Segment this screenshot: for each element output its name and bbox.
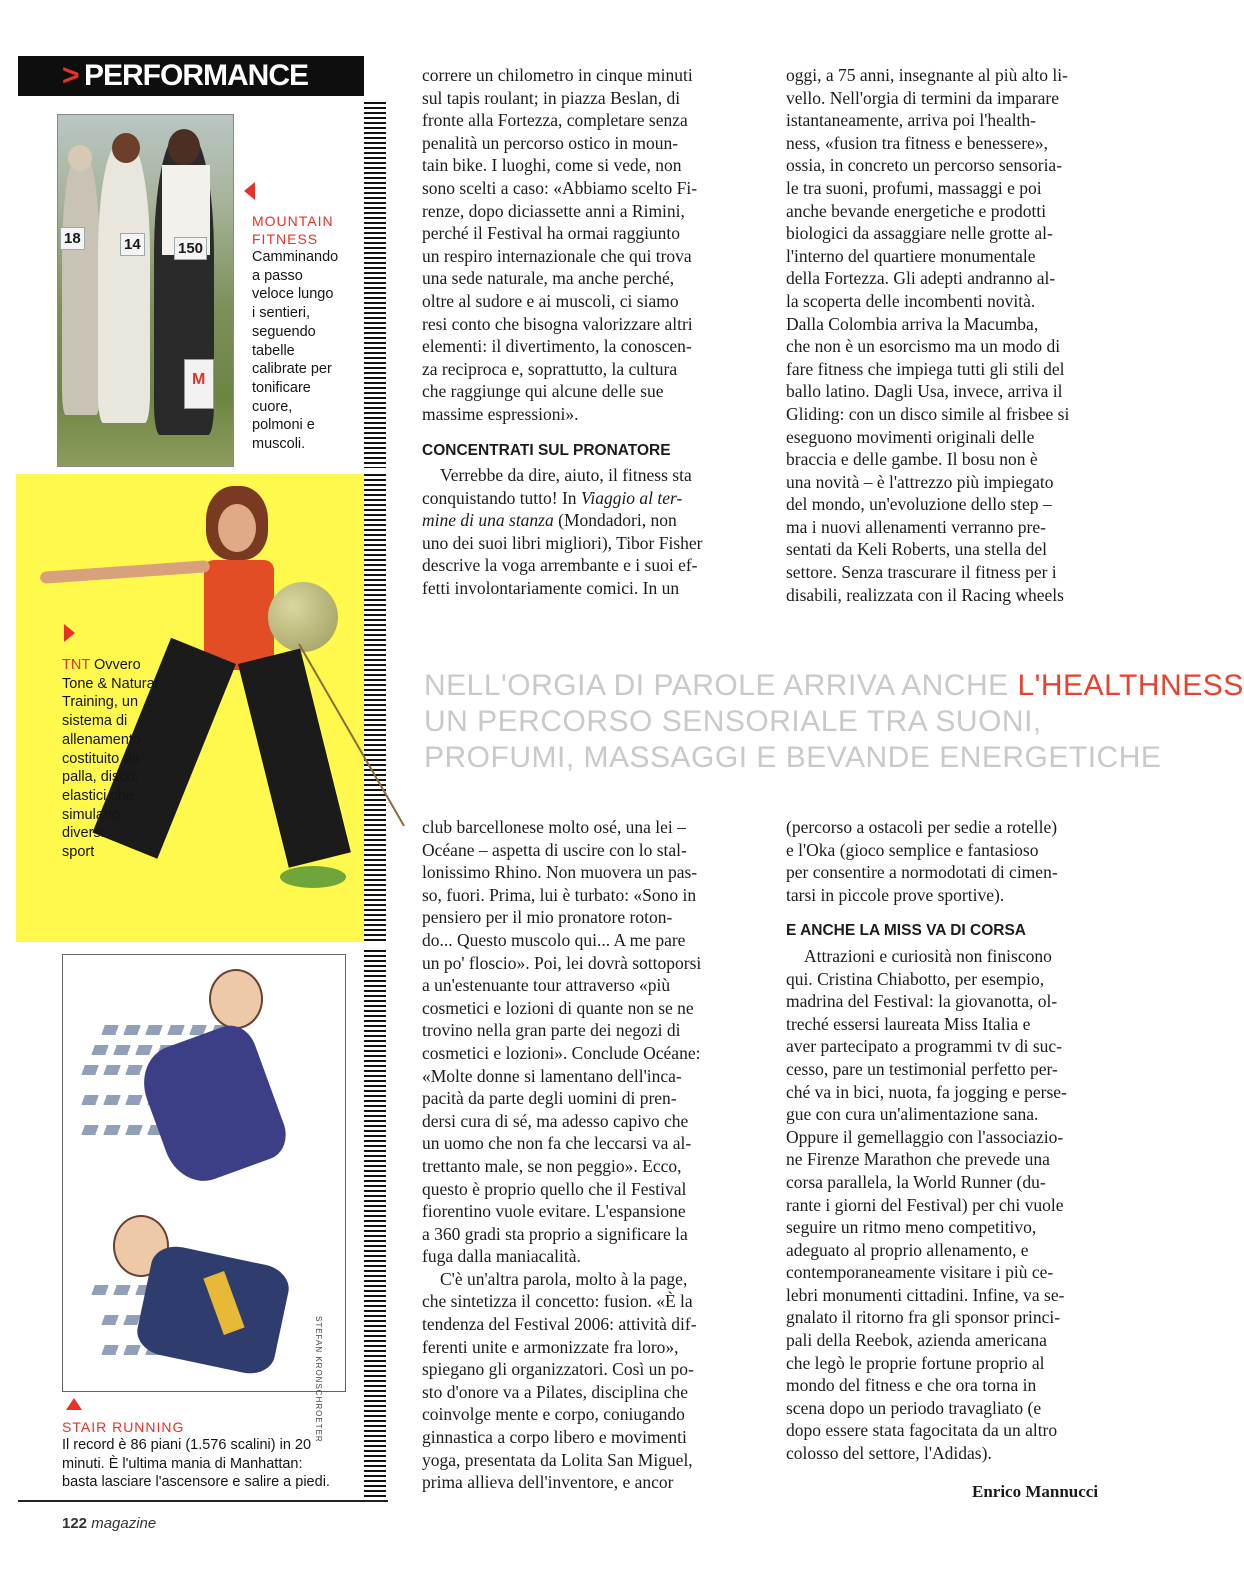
text-line: tarsi in piccole prove sportive). [786,884,1005,905]
text-line: za reciproca e, soprattutto, la cultura [422,358,678,379]
caption-line: i sentieri, [252,305,311,322]
text-line: lonissimo Rhino. Non muovera un pas- [422,862,698,883]
illustration-credit: STEFAN KRONSCHROETER [314,1316,323,1443]
text-line: che non è un esorcismo ma un modo di [786,336,1061,357]
text-line: un respiro internazionale che qui trova [422,245,692,266]
section-heading: E ANCHE LA MISS VA DI CORSA [786,922,1026,940]
pull-quote-accent: L'HEALTHNESS [1017,669,1244,702]
caption-title-line: MOUNTAIN [252,213,334,229]
text-line: dopo essere stata fagocitata da un altro [786,1420,1058,1441]
text-line: sono scelti a caso: «Abbiamo scelto Fi- [422,177,698,198]
caption-line: Training, un [62,694,139,711]
text-line: ness, «fusion tra fitness e benessere», [786,132,1048,153]
caption-line: sport [62,844,95,861]
caption-line: basta lasciare l'ascensore e salire a piedi. [62,1474,330,1491]
exercise-ball [268,582,338,652]
text-line: pali della Reebok, azienda americana [786,1330,1047,1351]
magazine-name: magazine [91,1515,157,1532]
trail-sign-mark: M [192,371,206,388]
text-line: un po' floscio». Poi, lei dovrà sottoporsi [422,952,702,973]
text-line: fuga dalla maniacalità. [422,1246,581,1267]
caption-line: polmoni e [252,417,315,434]
text-line: dersi cura di sé, ma adesso capivo che [422,1110,689,1131]
text-line: che sintetizza il concetto: fusion. «È la [422,1291,693,1312]
text-line: trettanto male, se non peggio». Ecco, [422,1155,682,1176]
text-line: una sede naturale, ma anche perché, [422,268,675,289]
caption-line: veloce lungo [252,286,334,303]
text-line: che raggiunge qui alcune delle sue [422,381,664,402]
text-line: adeguato al proprio allenamento, e [786,1239,1029,1260]
text-line: che legò le proprie fortune proprio al [786,1352,1045,1373]
text-line: vello. Nell'orgia di termini da imparare [786,87,1060,108]
photo-person [98,143,150,423]
text-line: oggi, a 75 anni, insegnante al più alto li- [786,65,1068,85]
caption-mountain-title [252,212,334,248]
caption-line: minuti. È l'ultima mania di Manhattan: [62,1455,303,1472]
caption-line: a passo [252,267,303,284]
text-line: sentati da Keli Roberts, una stella del [786,539,1047,560]
text-line: cosmetici e lozioni». Conclude Océane: [422,1042,701,1063]
stair-running-illustration [62,954,346,1392]
photo-head [168,129,200,165]
caption-line: allenamento [62,731,141,748]
pull-quote-line: NELL'ORGIA DI PAROLE ARRIVA ANCHE L'HEALTHNESS [424,669,1244,702]
text-line: Oppure il gemellaggio con l'associazio- [786,1126,1064,1147]
text-line: disabili, realizzata con il Racing wheels [786,584,1064,605]
section-heading: CONCENTRATI SUL PRONATORE [422,441,671,459]
text-line: fetti involontariamente comici. In un [422,578,680,599]
text-line: yoga, presentata da Lolita San Miguel, [422,1449,693,1470]
caption-line: cuore, [252,398,293,415]
caption-line: palla, disco, [62,769,139,786]
text-line: ma i nuovi allenamenti verranno pre- [786,516,1046,537]
text-line: club barcellonese molto osé, una lei – [422,817,686,837]
text-line: pacità da parte degli uomini di pren- [422,1088,677,1109]
caption-tnt [62,656,158,862]
text-line: Gliding: con un disco simile al frisbee si [786,403,1070,424]
text-line: mine di una stanza (Mondadori, non [422,510,677,531]
figure-arm [40,560,210,584]
race-bib: 18 [60,227,85,250]
text-line: questo è proprio quello che il Festival [422,1178,687,1199]
text-line: cesso, pare un testimonial perfetto per- [786,1058,1058,1079]
text-line: biologici da assaggiare nelle grotte al- [786,223,1053,244]
text-line: scena dopo un periodo travagliato (e [786,1397,1042,1418]
caption-line: Il record è 86 piani (1.576 scalini) in 20 [62,1437,312,1453]
caption-stair-body [62,1436,330,1492]
caption-mountain-body [252,248,338,454]
caption-arrow-up-icon [66,1398,82,1410]
text-line: Océane – aspetta di uscire con lo stal- [422,839,687,860]
page-footer [62,1515,156,1532]
text-line: so, fuori. Prima, lui è turbato: «Sono in [422,884,697,905]
sidebar-stripes-top [364,102,386,468]
runner-head [209,969,263,1029]
caption-line: Tone & Natural [62,675,158,692]
text-line: tain bike. I luoghi, come si vede, non [422,155,682,176]
photo-head [68,145,92,171]
text-line: Verrebbe da dire, aiuto, il fitness sta [440,465,692,486]
caption-stair-title: STAIR RUNNING [62,1419,185,1435]
text-line: ché va in bici, nuota, fa jogging e perse- [786,1081,1067,1102]
caption-line: diversi [62,825,104,842]
text-line: della Fortezza. Gli adepti andranno al- [786,268,1056,289]
figure-face [218,504,256,552]
text-line: correre un chilometro in cinque minuti [422,65,693,85]
text-line: rante i giorni del Festival) per chi vuole [786,1194,1064,1215]
section-header [18,56,364,96]
sidebar-stripes-bottom [364,950,386,1498]
caption-line: tonificare [252,379,311,396]
text-line: fronte alla Fortezza, completare senza [422,110,688,131]
text-line: sto d'onore va a Pilates, disciplina che [422,1381,689,1402]
text-line: braccia e delle gambe. Il bosu non è [786,449,1038,470]
runner-body [133,1242,293,1379]
pull-quote-line: PROFUMI, MASSAGGI E BEVANDE ENERGETICHE [424,741,1162,774]
figure-top [204,560,274,670]
sidebar-stripes-middle [364,474,386,942]
text-line: Attrazioni e curiosità non finiscono [804,945,1052,966]
article-column-1-top [422,64,754,600]
text-line: trovino nella gran parte dei negozi di [422,1020,681,1041]
text-line: oltre al sudore e ai muscoli, ci siamo [422,290,679,311]
text-line: Dalla Colombia arriva la Macumba, [786,313,1039,334]
text-line: renze, dopo diciassette anni a Rimini, [422,200,685,221]
text-line: anche bevande energetiche e prodotti [786,200,1047,221]
photo-person [62,155,100,415]
text-line: ballo latino. Dagli Usa, invece, arriva il [786,381,1063,402]
text-line: uno dei suoi libri migliori), Tibor Fisher [422,532,703,553]
article-column-1-bottom [422,816,754,1494]
caption-line: simulano [62,806,121,823]
text-line: massime espressioni». [422,403,579,424]
text-line: un uomo che non fa che leccarsi va al- [422,1133,692,1154]
photo-head [112,133,140,163]
text-line: penalità un percorso ostico in moun- [422,132,679,153]
text-line: do... Questo muscolo qui... A me pare [422,929,686,950]
text-line: perché il Festival ha ormai raggiunto [422,223,681,244]
text-line: conquistando tutto! In Viaggio al ter- [422,487,683,508]
race-bib: 14 [120,233,145,256]
text-line: sul tapis roulant; in piazza Beslan, di [422,87,681,108]
text-line: a un'estenuante tour attraverso «più [422,975,671,996]
caption-title-line: FITNESS [252,231,319,247]
author-signature: Enrico Mannucci [972,1482,1099,1501]
caption-line: calibrate per [252,361,332,378]
text-line: tendenza del Festival 2006: attività dif- [422,1314,697,1335]
caption-line: seguendo [252,323,316,340]
text-line: fare fitness che impiega tutti gli stili del [786,358,1065,379]
text-line: descrive la voga arrembante e i suoi ef- [422,555,698,576]
text-line: colosso del settore, l'Adidas). [786,1443,992,1464]
text-line: ginnastica a corpo libero e movimenti [422,1427,687,1448]
text-line: eseguono movimenti originali delle [786,426,1035,447]
text-line: gnalato il ritorno fra gli sponsor princi- [786,1307,1061,1328]
pull-quote [424,668,1244,776]
text-line: aver partecipato a programmi tv di suc- [786,1036,1063,1057]
page-number: 122 [62,1515,88,1532]
caption-line: sistema di [62,713,128,730]
text-line: gue con cura un'alimentazione sana. [786,1104,1039,1125]
text-line: cosmetici e lozioni di quante non se ne [422,997,694,1018]
caption-line: elastici che [62,787,134,804]
mountain-fitness-photo [57,114,234,467]
text-line: qui. Cristina Chiabotto, per esempio, [786,968,1045,989]
text-line: istantaneamente, arriva poi l'health- [786,110,1036,131]
text-line: corsa parallela, la World Runner (du- [786,1171,1046,1192]
figure-leg [238,649,351,868]
text-line: C'è un'altra parola, molto à la page, [440,1268,688,1289]
text-line: treché essersi laureata Miss Italia e [786,1013,1031,1034]
text-line: resi conto che bisogna valorizzare altri [422,313,693,334]
text-line: spiegano gli organizzatori. Così un po- [422,1359,694,1380]
text-line: una novità – è l'attrezzo più impiegato [786,471,1054,492]
text-line: ossia, in concreto un percorso sensoria- [786,155,1063,176]
text-line: (percorso a ostacoli per sedie a rotelle) [786,817,1058,837]
text-line: contemporaneamente visitare i più ce- [786,1262,1054,1283]
caption-line: muscoli. [252,436,306,453]
text-line: coinvolge mente e corpo, coniugando [422,1404,685,1425]
text-line: l'interno del quartiere monumentale [786,245,1036,266]
sidebar-bottom-rule [18,1500,388,1502]
text-line: fiorentino vuole evitare. L'espansione [422,1201,686,1222]
text-line: del mondo, un'evoluzione dello step – [786,494,1052,515]
section-chevron: > [62,59,79,92]
pull-quote-line: UN PERCORSO SENSORIALE TRA SUONI, [424,705,1042,738]
text-line: ne Firenze Marathon che prevede una [786,1149,1050,1170]
text-line: madrina del Festival: la giovanotta, ol- [786,991,1058,1012]
text-line: e l'Oka (gioco semplice e fantasioso [786,839,1039,860]
balance-disc [280,866,346,888]
text-line: settore. Senza trascurare il fitness per i [786,562,1057,583]
caption-arrow-left-icon [244,182,255,200]
text-line: lebri monumenti cittadini. Infine, va se- [786,1284,1065,1305]
text-line: seguire un ritmo meno competitivo, [786,1217,1037,1238]
text-line: pensiero per il mio pronatore roton- [422,907,673,928]
caption-line: tabelle [252,342,295,359]
caption-arrow-right-icon [64,624,75,642]
text-line: a 360 gradi sta proprio a significare la [422,1223,688,1244]
caption-line: TNT Ovvero [62,657,141,673]
caption-line: costituito da [62,750,140,767]
text-line: per consentire a normodotati di cimen- [786,862,1058,883]
section-title: PERFORMANCE [84,59,309,92]
article-column-2-bottom [786,816,1118,1465]
text-line: elementi: il divertimento, la conoscen- [422,336,692,357]
article-column-2-top [786,64,1118,606]
race-bib: 150 [174,237,207,260]
caption-line: Camminando [252,249,339,265]
text-line: prima allieva dell'inventore, e ancor [422,1472,674,1493]
text-line: le tra suoni, profumi, massaggi e poi [786,177,1042,198]
text-line: «Molte donne si lamentano dell'inca- [422,1065,682,1086]
text-line: mondo del fitness e che ora torna in [786,1375,1037,1396]
text-line: la scoperta delle incombenti novità. [786,290,1036,311]
text-line: ferenti unite e armonizzate fra loro», [422,1336,679,1357]
